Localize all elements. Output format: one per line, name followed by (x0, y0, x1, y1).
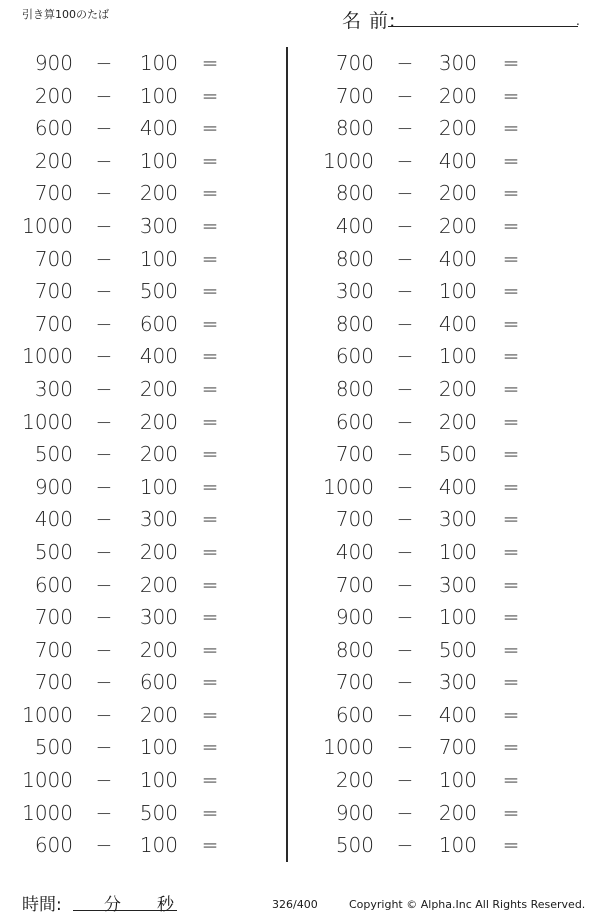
subtrahend: 300 (139, 507, 178, 532)
equals-sign: = (502, 213, 520, 238)
minus-sign: − (95, 344, 113, 369)
equals-sign: = (201, 800, 219, 825)
minus-sign: − (95, 246, 113, 271)
subtrahend: 100 (438, 605, 477, 630)
subtrahend: 400 (139, 116, 178, 141)
minuend: 700 (335, 83, 374, 108)
problem-row (13, 438, 273, 471)
problem-row (13, 699, 273, 732)
equals-sign: = (502, 344, 520, 369)
equals-sign: = (201, 539, 219, 564)
equals-sign: = (502, 409, 520, 434)
equals-sign: = (502, 768, 520, 793)
minuend: 700 (34, 637, 73, 662)
problem-row (322, 699, 582, 732)
copyright-text: Copyright © Alpha.Inc All Rights Reserved. (349, 898, 586, 911)
subtrahend: 200 (139, 702, 178, 727)
problem-row (322, 243, 582, 276)
minuend: 500 (34, 539, 73, 564)
minus-sign: − (396, 800, 414, 825)
page-number: 326/400 (272, 898, 318, 911)
equals-sign: = (201, 605, 219, 630)
subtrahend: 200 (139, 637, 178, 662)
equals-sign: = (201, 181, 219, 206)
minus-sign: − (95, 768, 113, 793)
minus-sign: − (396, 116, 414, 141)
equals-sign: = (502, 605, 520, 630)
equals-sign: = (201, 702, 219, 727)
time-label: 時間: (22, 895, 62, 915)
minus-sign: − (95, 311, 113, 336)
problem-row (322, 210, 582, 243)
equals-sign: = (502, 702, 520, 727)
minus-sign: − (396, 702, 414, 727)
minuend: 700 (34, 279, 73, 304)
problem-row (13, 210, 273, 243)
equals-sign: = (201, 148, 219, 173)
equals-sign: = (502, 833, 520, 858)
subtrahend: 600 (139, 670, 178, 695)
minuend: 800 (335, 181, 374, 206)
subtrahend: 200 (438, 376, 477, 401)
subtrahend: 700 (438, 735, 477, 760)
minus-sign: − (95, 148, 113, 173)
subtrahend: 200 (139, 409, 178, 434)
subtrahend: 100 (139, 148, 178, 173)
problem-row (13, 308, 273, 341)
subtrahend: 600 (139, 311, 178, 336)
minus-sign: − (396, 409, 414, 434)
subtrahend: 300 (139, 605, 178, 630)
equals-sign: = (201, 409, 219, 434)
minuend: 900 (335, 800, 374, 825)
subtrahend: 400 (438, 311, 477, 336)
problem-row (13, 731, 273, 764)
minus-sign: − (396, 344, 414, 369)
subtrahend: 200 (438, 213, 477, 238)
equals-sign: = (201, 213, 219, 238)
minus-sign: − (396, 605, 414, 630)
problem-row (13, 275, 273, 308)
problem-row (322, 731, 582, 764)
equals-sign: = (201, 474, 219, 499)
problem-row (13, 536, 273, 569)
minuend: 1000 (323, 735, 374, 760)
minuend: 700 (34, 605, 73, 630)
minus-sign: − (396, 474, 414, 499)
worksheet-title: 引き算100のたば (22, 8, 109, 21)
equals-sign: = (201, 51, 219, 75)
problem-row (322, 47, 582, 80)
equals-sign: = (502, 51, 520, 75)
equals-sign: = (201, 344, 219, 369)
subtrahend: 200 (139, 442, 178, 467)
equals-sign: = (502, 181, 520, 206)
minus-sign: − (95, 181, 113, 206)
column-divider (286, 47, 288, 862)
minuend: 600 (335, 344, 374, 369)
problem-row (322, 112, 582, 145)
equals-sign: = (502, 376, 520, 401)
minuend: 1000 (22, 800, 73, 825)
equals-sign: = (201, 768, 219, 793)
left-problem-column (13, 47, 273, 862)
equals-sign: = (502, 572, 520, 597)
problem-row (13, 666, 273, 699)
equals-sign: = (502, 246, 520, 271)
minuend: 200 (34, 148, 73, 173)
minus-sign: − (95, 735, 113, 760)
subtrahend: 300 (139, 213, 178, 238)
minus-sign: − (95, 83, 113, 108)
subtrahend: 100 (438, 344, 477, 369)
minus-sign: − (396, 442, 414, 467)
problem-row (13, 569, 273, 602)
minus-sign: − (396, 246, 414, 271)
subtrahend: 200 (139, 539, 178, 564)
problem-row (322, 601, 582, 634)
subtrahend: 300 (438, 51, 477, 75)
minus-sign: − (95, 279, 113, 304)
subtrahend: 200 (139, 181, 178, 206)
subtrahend: 200 (139, 376, 178, 401)
subtrahend: 400 (438, 148, 477, 173)
problem-row (322, 764, 582, 797)
subtrahend: 100 (139, 833, 178, 858)
subtrahend: 400 (438, 702, 477, 727)
minuend: 700 (335, 507, 374, 532)
subtrahend: 200 (438, 409, 477, 434)
problem-row (322, 797, 582, 830)
minuend: 400 (34, 507, 73, 532)
name-period: . (576, 14, 580, 28)
problem-row (13, 373, 273, 406)
minuend: 800 (335, 116, 374, 141)
problem-row (13, 406, 273, 439)
equals-sign: = (201, 637, 219, 662)
equals-sign: = (201, 279, 219, 304)
subtrahend: 400 (139, 344, 178, 369)
subtrahend: 200 (438, 800, 477, 825)
minus-sign: − (95, 800, 113, 825)
equals-sign: = (502, 800, 520, 825)
minuend: 700 (34, 246, 73, 271)
minuend: 600 (34, 833, 73, 858)
equals-sign: = (502, 442, 520, 467)
minute-label: 分 (104, 895, 121, 915)
minus-sign: − (95, 605, 113, 630)
minus-sign: − (396, 311, 414, 336)
subtrahend: 400 (438, 246, 477, 271)
minus-sign: − (396, 181, 414, 206)
problem-row (322, 177, 582, 210)
minus-sign: − (95, 637, 113, 662)
subtrahend: 100 (139, 474, 178, 499)
equals-sign: = (502, 148, 520, 173)
minus-sign: − (396, 507, 414, 532)
equals-sign: = (502, 735, 520, 760)
equals-sign: = (201, 507, 219, 532)
subtrahend: 400 (438, 474, 477, 499)
problem-row (13, 829, 273, 862)
minus-sign: − (95, 539, 113, 564)
problem-row (322, 471, 582, 504)
minuend: 500 (34, 735, 73, 760)
minus-sign: − (95, 51, 113, 75)
subtrahend: 500 (438, 442, 477, 467)
subtrahend: 300 (438, 507, 477, 532)
minuend: 200 (335, 768, 374, 793)
equals-sign: = (201, 572, 219, 597)
equals-sign: = (201, 311, 219, 336)
minus-sign: − (95, 572, 113, 597)
problem-row (322, 634, 582, 667)
subtrahend: 100 (438, 768, 477, 793)
equals-sign: = (502, 311, 520, 336)
problem-row (322, 80, 582, 113)
problem-row (322, 373, 582, 406)
equals-sign: = (502, 507, 520, 532)
minuend: 1000 (22, 213, 73, 238)
minuend: 600 (335, 409, 374, 434)
subtrahend: 200 (438, 116, 477, 141)
minuend: 1000 (323, 148, 374, 173)
minuend: 700 (335, 442, 374, 467)
minuend: 500 (34, 442, 73, 467)
equals-sign: = (201, 376, 219, 401)
problem-row (322, 666, 582, 699)
equals-sign: = (502, 670, 520, 695)
minus-sign: − (396, 572, 414, 597)
minus-sign: − (396, 213, 414, 238)
minus-sign: − (95, 474, 113, 499)
minus-sign: − (396, 376, 414, 401)
minus-sign: − (95, 833, 113, 858)
subtrahend: 100 (139, 246, 178, 271)
minuend: 400 (335, 539, 374, 564)
minus-sign: − (95, 409, 113, 434)
subtrahend: 100 (139, 768, 178, 793)
equals-sign: = (502, 83, 520, 108)
minuend: 800 (335, 311, 374, 336)
minus-sign: − (95, 376, 113, 401)
subtrahend: 100 (438, 833, 477, 858)
minuend: 1000 (22, 409, 73, 434)
minuend: 700 (335, 670, 374, 695)
problem-row (322, 275, 582, 308)
minuend: 700 (34, 181, 73, 206)
minus-sign: − (396, 735, 414, 760)
name-label: 名 前: (342, 10, 397, 32)
minuend: 1000 (22, 344, 73, 369)
subtrahend: 200 (438, 83, 477, 108)
problem-row (322, 145, 582, 178)
problem-row (13, 503, 273, 536)
minuend: 900 (34, 51, 73, 75)
minus-sign: − (95, 442, 113, 467)
problem-row (322, 340, 582, 373)
problem-row (13, 145, 273, 178)
minus-sign: − (396, 51, 414, 75)
subtrahend: 100 (139, 83, 178, 108)
problem-row (13, 764, 273, 797)
minuend: 800 (335, 246, 374, 271)
problem-row (13, 112, 273, 145)
subtrahend: 200 (438, 181, 477, 206)
problem-row (322, 569, 582, 602)
equals-sign: = (201, 116, 219, 141)
minuend: 700 (34, 311, 73, 336)
problem-row (322, 308, 582, 341)
minus-sign: − (396, 83, 414, 108)
minuend: 300 (335, 279, 374, 304)
problem-row (13, 634, 273, 667)
minuend: 900 (335, 605, 374, 630)
problem-row (13, 340, 273, 373)
equals-sign: = (502, 474, 520, 499)
subtrahend: 500 (438, 637, 477, 662)
subtrahend: 300 (438, 670, 477, 695)
minuend: 500 (335, 833, 374, 858)
minuend: 300 (34, 376, 73, 401)
minus-sign: − (396, 279, 414, 304)
subtrahend: 100 (139, 735, 178, 760)
minus-sign: − (396, 148, 414, 173)
problem-row (322, 406, 582, 439)
minuend: 800 (335, 376, 374, 401)
problem-row (13, 471, 273, 504)
problem-row (322, 438, 582, 471)
minuend: 600 (34, 572, 73, 597)
subtrahend: 500 (139, 800, 178, 825)
minuend: 1000 (323, 474, 374, 499)
problem-row (322, 536, 582, 569)
equals-sign: = (201, 442, 219, 467)
equals-sign: = (502, 279, 520, 304)
minus-sign: − (396, 833, 414, 858)
minus-sign: − (95, 670, 113, 695)
right-problem-column (322, 47, 582, 862)
minuend: 700 (335, 51, 374, 75)
minus-sign: − (95, 116, 113, 141)
subtrahend: 100 (139, 51, 178, 75)
minus-sign: − (95, 213, 113, 238)
minus-sign: − (396, 768, 414, 793)
problem-row (13, 47, 273, 80)
name-underline (388, 26, 578, 27)
problem-row (322, 829, 582, 862)
equals-sign: = (502, 116, 520, 141)
minuend: 900 (34, 474, 73, 499)
second-label: 秒 (157, 895, 174, 915)
subtrahend: 300 (438, 572, 477, 597)
minuend: 400 (335, 213, 374, 238)
problem-row (322, 503, 582, 536)
subtrahend: 200 (139, 572, 178, 597)
equals-sign: = (201, 735, 219, 760)
minuend: 200 (34, 83, 73, 108)
subtrahend: 100 (438, 279, 477, 304)
equals-sign: = (502, 539, 520, 564)
problem-row (13, 80, 273, 113)
minuend: 600 (335, 702, 374, 727)
minus-sign: − (396, 637, 414, 662)
problem-row (13, 601, 273, 634)
minus-sign: − (396, 670, 414, 695)
subtrahend: 500 (139, 279, 178, 304)
subtrahend: 100 (438, 539, 477, 564)
equals-sign: = (201, 833, 219, 858)
minuend: 1000 (22, 702, 73, 727)
problem-row (13, 177, 273, 210)
minus-sign: − (95, 702, 113, 727)
minus-sign: − (396, 539, 414, 564)
minuend: 700 (34, 670, 73, 695)
minuend: 700 (335, 572, 374, 597)
problem-row (13, 243, 273, 276)
minuend: 800 (335, 637, 374, 662)
equals-sign: = (201, 83, 219, 108)
equals-sign: = (502, 637, 520, 662)
minuend: 600 (34, 116, 73, 141)
minus-sign: − (95, 507, 113, 532)
equals-sign: = (201, 246, 219, 271)
minuend: 1000 (22, 768, 73, 793)
problem-row (13, 797, 273, 830)
equals-sign: = (201, 670, 219, 695)
